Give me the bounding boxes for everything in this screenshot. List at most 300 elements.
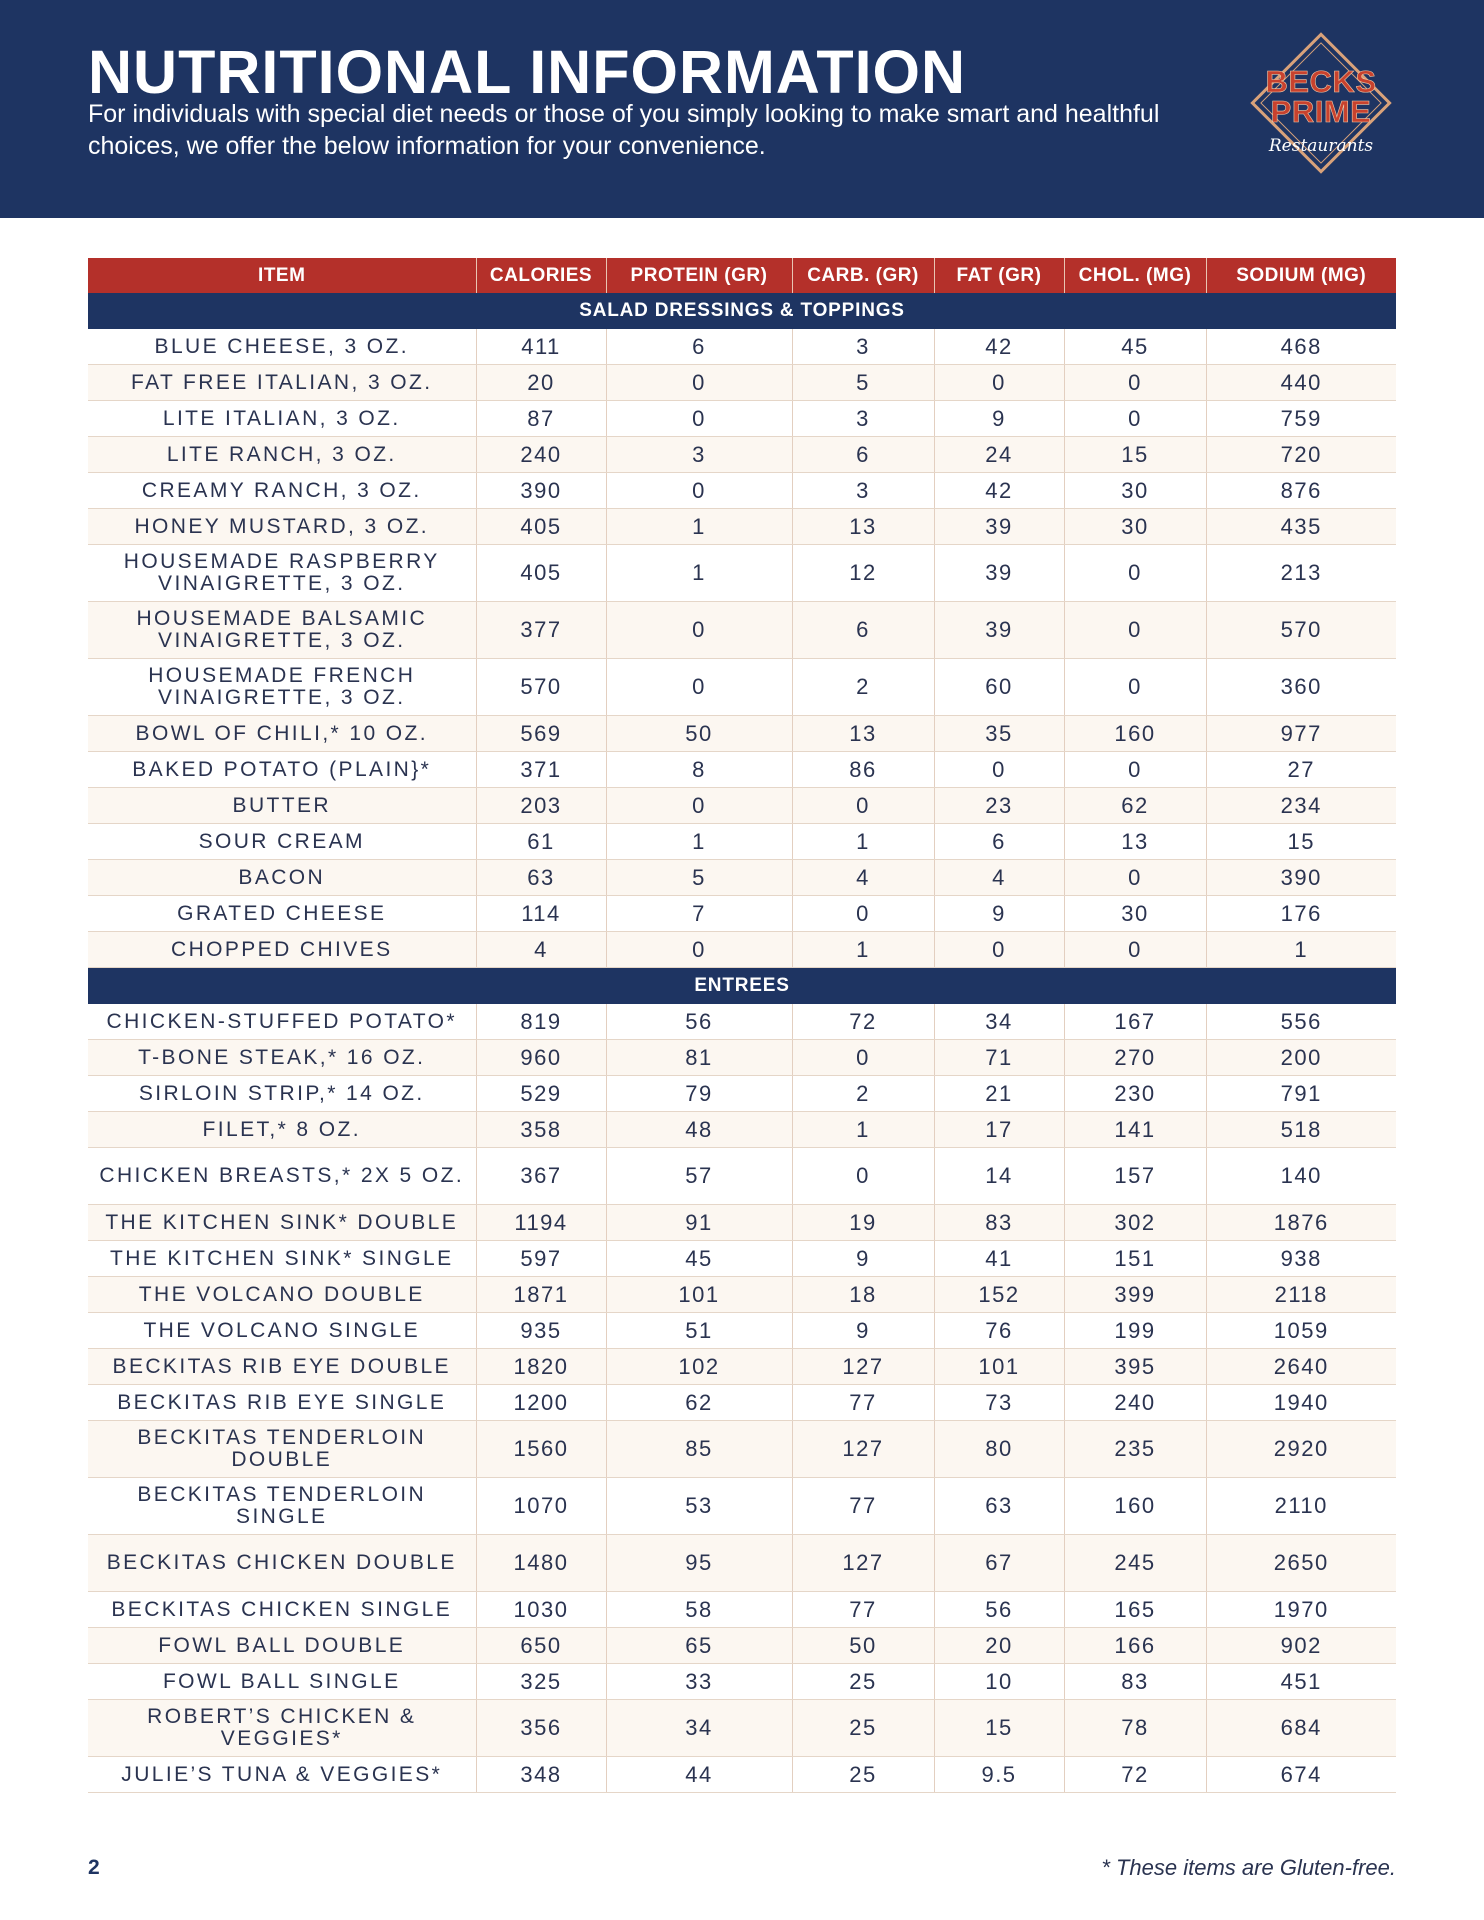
cell-sodium: 1876	[1206, 1205, 1396, 1241]
cell-chol: 240	[1064, 1385, 1206, 1421]
cell-sodium: 15	[1206, 824, 1396, 860]
cell-chol: 30	[1064, 509, 1206, 545]
cell-fat: 39	[934, 509, 1064, 545]
cell-sodium: 2640	[1206, 1349, 1396, 1385]
cell-carb: 12	[792, 545, 934, 602]
cell-protein: 0	[606, 932, 792, 968]
cell-sodium: 518	[1206, 1112, 1396, 1148]
cell-chol: 0	[1064, 752, 1206, 788]
cell-item: HOUSEMADE FRENCH VINAIGRETTE, 3 OZ.	[88, 659, 476, 716]
cell-protein: 34	[606, 1700, 792, 1757]
cell-carb: 5	[792, 365, 934, 401]
nutrition-table	[88, 258, 1396, 1793]
cell-item: HOUSEMADE RASPBERRY VINAIGRETTE, 3 OZ.	[88, 545, 476, 602]
cell-chol: 270	[1064, 1040, 1206, 1076]
cell-carb: 0	[792, 1148, 934, 1205]
cell-chol: 160	[1064, 716, 1206, 752]
becks-prime-logo	[1242, 24, 1400, 182]
cell-calories: 325	[476, 1664, 606, 1700]
cell-fat: 76	[934, 1313, 1064, 1349]
cell-item: BECKITAS CHICKEN DOUBLE	[88, 1535, 476, 1592]
column-header-protein: PROTEIN (GR)	[606, 258, 792, 293]
cell-chol: 30	[1064, 473, 1206, 509]
cell-fat: 42	[934, 473, 1064, 509]
header-banner	[0, 0, 1484, 218]
table-row	[88, 1535, 1396, 1592]
cell-fat: 17	[934, 1112, 1064, 1148]
cell-protein: 3	[606, 437, 792, 473]
cell-sodium: 977	[1206, 716, 1396, 752]
cell-item: BACON	[88, 860, 476, 896]
cell-carb: 19	[792, 1205, 934, 1241]
cell-fat: 56	[934, 1592, 1064, 1628]
cell-chol: 230	[1064, 1076, 1206, 1112]
cell-carb: 3	[792, 473, 934, 509]
cell-fat: 24	[934, 437, 1064, 473]
cell-sodium: 1970	[1206, 1592, 1396, 1628]
cell-protein: 6	[606, 329, 792, 365]
cell-calories: 1200	[476, 1385, 606, 1421]
gluten-free-footnote: * These items are Gluten-free.	[1101, 1855, 1396, 1880]
table-row	[88, 509, 1396, 545]
cell-fat: 14	[934, 1148, 1064, 1205]
cell-calories: 371	[476, 752, 606, 788]
cell-item: SIRLOIN STRIP,* 14 OZ.	[88, 1076, 476, 1112]
cell-calories: 819	[476, 1004, 606, 1040]
cell-protein: 95	[606, 1535, 792, 1592]
table-row	[88, 473, 1396, 509]
cell-item: THE KITCHEN SINK* DOUBLE	[88, 1205, 476, 1241]
cell-fat: 101	[934, 1349, 1064, 1385]
cell-protein: 0	[606, 401, 792, 437]
cell-protein: 58	[606, 1592, 792, 1628]
cell-chol: 0	[1064, 365, 1206, 401]
cell-protein: 0	[606, 659, 792, 716]
cell-item: BECKITAS RIB EYE DOUBLE	[88, 1349, 476, 1385]
cell-sodium: 1940	[1206, 1385, 1396, 1421]
cell-chol: 72	[1064, 1757, 1206, 1793]
cell-calories: 20	[476, 365, 606, 401]
cell-chol: 0	[1064, 932, 1206, 968]
cell-item: LITE RANCH, 3 OZ.	[88, 437, 476, 473]
cell-fat: 15	[934, 1700, 1064, 1757]
section-title: SALAD DRESSINGS & TOPPINGS	[88, 293, 1396, 329]
cell-protein: 48	[606, 1112, 792, 1148]
cell-carb: 1	[792, 932, 934, 968]
cell-protein: 56	[606, 1004, 792, 1040]
cell-calories: 1480	[476, 1535, 606, 1592]
cell-item: HONEY MUSTARD, 3 OZ.	[88, 509, 476, 545]
cell-fat: 0	[934, 752, 1064, 788]
table-row	[88, 1112, 1396, 1148]
cell-item: CREAMY RANCH, 3 OZ.	[88, 473, 476, 509]
cell-protein: 62	[606, 1385, 792, 1421]
cell-calories: 597	[476, 1241, 606, 1277]
cell-calories: 411	[476, 329, 606, 365]
cell-item: FOWL BALL DOUBLE	[88, 1628, 476, 1664]
cell-sodium: 674	[1206, 1757, 1396, 1793]
table-row	[88, 1421, 1396, 1478]
section-header-row	[88, 293, 1396, 329]
cell-calories: 358	[476, 1112, 606, 1148]
cell-item: BUTTER	[88, 788, 476, 824]
cell-chol: 166	[1064, 1628, 1206, 1664]
cell-sodium: 27	[1206, 752, 1396, 788]
cell-protein: 1	[606, 824, 792, 860]
cell-sodium: 176	[1206, 896, 1396, 932]
table-row	[88, 437, 1396, 473]
cell-sodium: 234	[1206, 788, 1396, 824]
cell-item: CHICKEN-STUFFED POTATO*	[88, 1004, 476, 1040]
cell-protein: 1	[606, 545, 792, 602]
cell-chol: 0	[1064, 659, 1206, 716]
cell-fat: 42	[934, 329, 1064, 365]
cell-protein: 0	[606, 473, 792, 509]
cell-fat: 0	[934, 365, 1064, 401]
cell-protein: 91	[606, 1205, 792, 1241]
column-header-calories: CALORIES	[476, 258, 606, 293]
column-header-carb: CARB. (GR)	[792, 258, 934, 293]
column-header-chol: CHOL. (MG)	[1064, 258, 1206, 293]
cell-sodium: 902	[1206, 1628, 1396, 1664]
cell-calories: 1070	[476, 1478, 606, 1535]
cell-carb: 3	[792, 401, 934, 437]
cell-protein: 44	[606, 1757, 792, 1793]
cell-protein: 33	[606, 1664, 792, 1700]
cell-carb: 0	[792, 1040, 934, 1076]
cell-calories: 570	[476, 659, 606, 716]
cell-sodium: 759	[1206, 401, 1396, 437]
section-header-row	[88, 968, 1396, 1005]
cell-chol: 151	[1064, 1241, 1206, 1277]
table-header-row	[88, 258, 1396, 293]
cell-carb: 0	[792, 788, 934, 824]
cell-calories: 935	[476, 1313, 606, 1349]
cell-protein: 1	[606, 509, 792, 545]
table-row	[88, 1148, 1396, 1205]
cell-fat: 9	[934, 896, 1064, 932]
cell-calories: 377	[476, 602, 606, 659]
cell-item: CHICKEN BREASTS,* 2X 5 OZ.	[88, 1148, 476, 1205]
table-row	[88, 1205, 1396, 1241]
table-row	[88, 752, 1396, 788]
cell-sodium: 720	[1206, 437, 1396, 473]
cell-calories: 1871	[476, 1277, 606, 1313]
cell-item: HOUSEMADE BALSAMIC VINAIGRETTE, 3 OZ.	[88, 602, 476, 659]
logo-text-line1: BECKS	[1265, 64, 1377, 99]
cell-calories: 405	[476, 509, 606, 545]
cell-item: FOWL BALL SINGLE	[88, 1664, 476, 1700]
cell-item: GRATED CHEESE	[88, 896, 476, 932]
cell-chol: 141	[1064, 1112, 1206, 1148]
cell-calories: 650	[476, 1628, 606, 1664]
cell-chol: 0	[1064, 401, 1206, 437]
table-row	[88, 1241, 1396, 1277]
table-row	[88, 545, 1396, 602]
cell-item: BECKITAS CHICKEN SINGLE	[88, 1592, 476, 1628]
cell-calories: 240	[476, 437, 606, 473]
cell-carb: 13	[792, 716, 934, 752]
cell-item: THE KITCHEN SINK* SINGLE	[88, 1241, 476, 1277]
cell-carb: 9	[792, 1241, 934, 1277]
cell-calories: 348	[476, 1757, 606, 1793]
cell-item: BOWL OF CHILI,* 10 OZ.	[88, 716, 476, 752]
cell-chol: 165	[1064, 1592, 1206, 1628]
table-row	[88, 329, 1396, 365]
table-row	[88, 896, 1396, 932]
cell-sodium: 938	[1206, 1241, 1396, 1277]
cell-fat: 4	[934, 860, 1064, 896]
table-row	[88, 1385, 1396, 1421]
cell-item: BAKED POTATO (PLAIN}*	[88, 752, 476, 788]
table-row	[88, 401, 1396, 437]
cell-protein: 101	[606, 1277, 792, 1313]
cell-fat: 10	[934, 1664, 1064, 1700]
cell-chol: 235	[1064, 1421, 1206, 1478]
cell-carb: 13	[792, 509, 934, 545]
cell-sodium: 2650	[1206, 1535, 1396, 1592]
cell-protein: 53	[606, 1478, 792, 1535]
cell-fat: 9.5	[934, 1757, 1064, 1793]
table-row	[88, 824, 1396, 860]
cell-calories: 569	[476, 716, 606, 752]
cell-sodium: 1059	[1206, 1313, 1396, 1349]
cell-item: FILET,* 8 OZ.	[88, 1112, 476, 1148]
cell-fat: 152	[934, 1277, 1064, 1313]
cell-fat: 83	[934, 1205, 1064, 1241]
cell-fat: 0	[934, 932, 1064, 968]
cell-carb: 127	[792, 1349, 934, 1385]
table-row	[88, 1478, 1396, 1535]
cell-fat: 60	[934, 659, 1064, 716]
cell-protein: 8	[606, 752, 792, 788]
cell-item: BECKITAS RIB EYE SINGLE	[88, 1385, 476, 1421]
table-body	[88, 293, 1396, 1793]
cell-carb: 1	[792, 1112, 934, 1148]
cell-sodium: 360	[1206, 659, 1396, 716]
cell-item: T-BONE STEAK,* 16 OZ.	[88, 1040, 476, 1076]
table-row	[88, 932, 1396, 968]
cell-chol: 15	[1064, 437, 1206, 473]
page-subtitle: For individuals with special diet needs or those of you simply looking to make smart and healthful choices, we offer the below information for your convenience.	[88, 100, 1160, 160]
cell-calories: 1820	[476, 1349, 606, 1385]
page-title: NUTRITIONAL INFORMATION	[88, 38, 967, 106]
cell-fat: 67	[934, 1535, 1064, 1592]
cell-calories: 367	[476, 1148, 606, 1205]
cell-carb: 6	[792, 602, 934, 659]
cell-calories: 1560	[476, 1421, 606, 1478]
cell-fat: 39	[934, 545, 1064, 602]
cell-chol: 83	[1064, 1664, 1206, 1700]
cell-carb: 50	[792, 1628, 934, 1664]
cell-protein: 85	[606, 1421, 792, 1478]
cell-item: FAT FREE ITALIAN, 3 OZ.	[88, 365, 476, 401]
table-row	[88, 1004, 1396, 1040]
cell-calories: 529	[476, 1076, 606, 1112]
cell-carb: 127	[792, 1421, 934, 1478]
cell-sodium: 1	[1206, 932, 1396, 968]
cell-sodium: 556	[1206, 1004, 1396, 1040]
table-row	[88, 1664, 1396, 1700]
cell-calories: 63	[476, 860, 606, 896]
cell-chol: 157	[1064, 1148, 1206, 1205]
table-row	[88, 1349, 1396, 1385]
cell-calories: 405	[476, 545, 606, 602]
cell-protein: 81	[606, 1040, 792, 1076]
table-row	[88, 365, 1396, 401]
cell-chol: 395	[1064, 1349, 1206, 1385]
cell-protein: 79	[606, 1076, 792, 1112]
cell-fat: 80	[934, 1421, 1064, 1478]
table-row	[88, 716, 1396, 752]
cell-carb: 1	[792, 824, 934, 860]
cell-chol: 399	[1064, 1277, 1206, 1313]
cell-protein: 0	[606, 788, 792, 824]
cell-sodium: 390	[1206, 860, 1396, 896]
cell-carb: 2	[792, 659, 934, 716]
cell-protein: 5	[606, 860, 792, 896]
cell-carb: 86	[792, 752, 934, 788]
cell-chol: 62	[1064, 788, 1206, 824]
section-title: ENTREES	[88, 968, 1396, 1005]
cell-fat: 73	[934, 1385, 1064, 1421]
cell-chol: 0	[1064, 860, 1206, 896]
table-row	[88, 1076, 1396, 1112]
cell-fat: 71	[934, 1040, 1064, 1076]
cell-sodium: 200	[1206, 1040, 1396, 1076]
cell-fat: 34	[934, 1004, 1064, 1040]
cell-calories: 1030	[476, 1592, 606, 1628]
cell-carb: 6	[792, 437, 934, 473]
cell-fat: 35	[934, 716, 1064, 752]
cell-item: ROBERT’S CHICKEN & VEGGIES*	[88, 1700, 476, 1757]
column-header-sodium: SODIUM (MG)	[1206, 258, 1396, 293]
cell-protein: 57	[606, 1148, 792, 1205]
logo-script-text: Restaurants	[1268, 136, 1374, 156]
cell-calories: 61	[476, 824, 606, 860]
cell-sodium: 684	[1206, 1700, 1396, 1757]
cell-sodium: 791	[1206, 1076, 1396, 1112]
table-row	[88, 1757, 1396, 1793]
cell-item: LITE ITALIAN, 3 OZ.	[88, 401, 476, 437]
cell-fat: 6	[934, 824, 1064, 860]
cell-sodium: 2920	[1206, 1421, 1396, 1478]
page-number: 2	[88, 1856, 100, 1879]
table-row	[88, 602, 1396, 659]
cell-chol: 160	[1064, 1478, 1206, 1535]
cell-item: BECKITAS TENDERLOIN DOUBLE	[88, 1421, 476, 1478]
cell-sodium: 213	[1206, 545, 1396, 602]
table-row	[88, 788, 1396, 824]
cell-item: THE VOLCANO SINGLE	[88, 1313, 476, 1349]
cell-calories: 356	[476, 1700, 606, 1757]
cell-protein: 0	[606, 365, 792, 401]
logo-text-line2: PRIME	[1270, 94, 1372, 129]
cell-carb: 4	[792, 860, 934, 896]
cell-chol: 167	[1064, 1004, 1206, 1040]
cell-calories: 960	[476, 1040, 606, 1076]
cell-chol: 30	[1064, 896, 1206, 932]
cell-protein: 0	[606, 602, 792, 659]
cell-sodium: 451	[1206, 1664, 1396, 1700]
cell-sodium: 140	[1206, 1148, 1396, 1205]
table-row	[88, 1700, 1396, 1757]
table-row	[88, 1628, 1396, 1664]
table-row	[88, 1040, 1396, 1076]
cell-sodium: 570	[1206, 602, 1396, 659]
table-row	[88, 659, 1396, 716]
cell-chol: 302	[1064, 1205, 1206, 1241]
column-header-fat: FAT (GR)	[934, 258, 1064, 293]
cell-sodium: 440	[1206, 365, 1396, 401]
cell-carb: 77	[792, 1478, 934, 1535]
cell-carb: 2	[792, 1076, 934, 1112]
cell-calories: 1194	[476, 1205, 606, 1241]
column-header-item: ITEM	[88, 258, 476, 293]
cell-calories: 87	[476, 401, 606, 437]
cell-chol: 245	[1064, 1535, 1206, 1592]
cell-carb: 25	[792, 1757, 934, 1793]
cell-carb: 77	[792, 1385, 934, 1421]
cell-fat: 20	[934, 1628, 1064, 1664]
table-row	[88, 1313, 1396, 1349]
cell-item: SOUR CREAM	[88, 824, 476, 860]
cell-item: JULIE’S TUNA & VEGGIES*	[88, 1757, 476, 1793]
cell-carb: 3	[792, 329, 934, 365]
cell-protein: 45	[606, 1241, 792, 1277]
table-row	[88, 1592, 1396, 1628]
cell-carb: 77	[792, 1592, 934, 1628]
cell-carb: 25	[792, 1664, 934, 1700]
cell-item: CHOPPED CHIVES	[88, 932, 476, 968]
cell-calories: 4	[476, 932, 606, 968]
cell-chol: 13	[1064, 824, 1206, 860]
cell-chol: 45	[1064, 329, 1206, 365]
cell-carb: 25	[792, 1700, 934, 1757]
cell-sodium: 876	[1206, 473, 1396, 509]
cell-fat: 39	[934, 602, 1064, 659]
cell-protein: 65	[606, 1628, 792, 1664]
table-row	[88, 860, 1396, 896]
cell-fat: 63	[934, 1478, 1064, 1535]
cell-fat: 41	[934, 1241, 1064, 1277]
cell-protein: 50	[606, 716, 792, 752]
table-row	[88, 1277, 1396, 1313]
cell-carb: 127	[792, 1535, 934, 1592]
cell-sodium: 468	[1206, 329, 1396, 365]
cell-chol: 0	[1064, 545, 1206, 602]
cell-item: THE VOLCANO DOUBLE	[88, 1277, 476, 1313]
cell-chol: 78	[1064, 1700, 1206, 1757]
cell-calories: 390	[476, 473, 606, 509]
cell-chol: 199	[1064, 1313, 1206, 1349]
cell-chol: 0	[1064, 602, 1206, 659]
cell-protein: 7	[606, 896, 792, 932]
cell-calories: 114	[476, 896, 606, 932]
cell-fat: 9	[934, 401, 1064, 437]
cell-protein: 51	[606, 1313, 792, 1349]
cell-carb: 18	[792, 1277, 934, 1313]
cell-sodium: 2118	[1206, 1277, 1396, 1313]
cell-sodium: 435	[1206, 509, 1396, 545]
cell-protein: 102	[606, 1349, 792, 1385]
cell-fat: 21	[934, 1076, 1064, 1112]
cell-carb: 0	[792, 896, 934, 932]
cell-item: BECKITAS TENDERLOIN SINGLE	[88, 1478, 476, 1535]
cell-carb: 72	[792, 1004, 934, 1040]
cell-sodium: 2110	[1206, 1478, 1396, 1535]
cell-item: BLUE CHEESE, 3 OZ.	[88, 329, 476, 365]
